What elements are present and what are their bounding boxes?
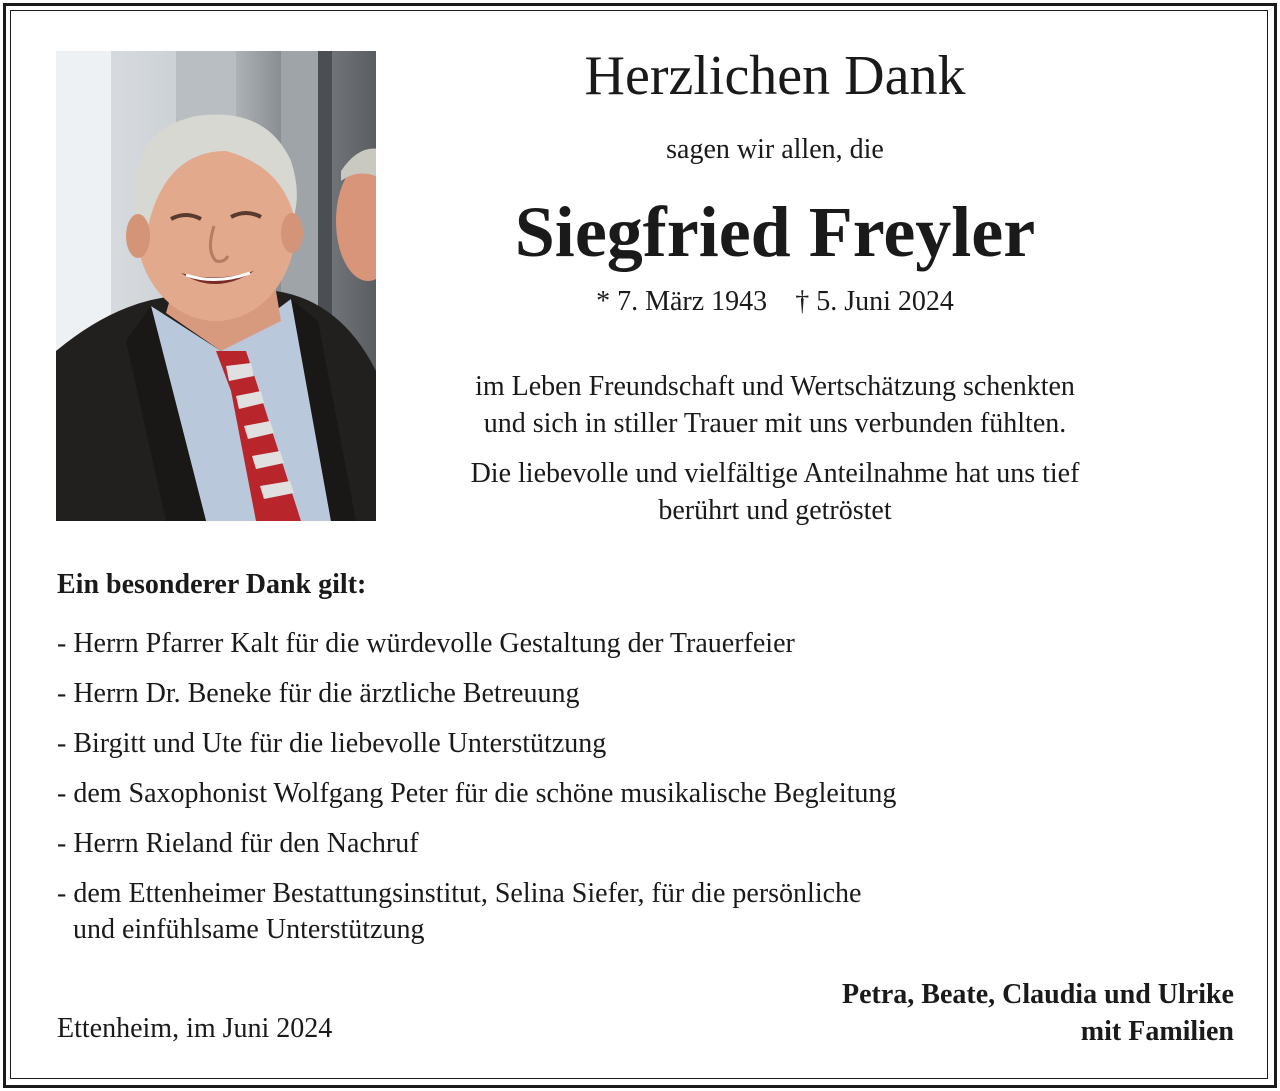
list-item-text: - dem Ettenheimer Bestattungsinstitut, Selina Siefer, für die persönliche [57, 878, 862, 909]
list-item-continuation: und einfühlsame Unterstützung [73, 914, 425, 945]
thanks-paragraph-1 [400, 368, 1150, 442]
portrait-photo [56, 51, 376, 521]
signature-line: Petra, Beate, Claudia und Ulrike [842, 979, 1234, 1010]
paragraph-line: im Leben Freundschaft und Wertschätzung schenkten [475, 371, 1075, 402]
thanks-paragraph-2 [400, 455, 1150, 529]
paragraph-line: berührt und getröstet [658, 495, 892, 526]
notice-subtitle: sagen wir allen, die [666, 134, 884, 165]
paragraph-line: und sich in stiller Trauer mit uns verbunden fühlten. [483, 408, 1067, 439]
life-dates [400, 285, 1150, 319]
paragraph-line: Die liebevolle und vielfältige Anteilnahme hat uns tief [470, 458, 1080, 489]
birth-date: * 7. März 1943 [596, 286, 768, 317]
signature-line: mit Familien [1080, 1016, 1234, 1047]
deceased-name: Siegfried Freyler [514, 192, 1036, 272]
place-date: Ettenheim, im Juni 2024 [57, 1013, 333, 1044]
list-item: - Herrn Dr. Beneke für die ärztliche Betreuung [57, 678, 580, 709]
list-item [57, 876, 896, 948]
list-item: - dem Saxophonist Wolfgang Peter für die schöne musikalische Begleitung [57, 778, 897, 809]
death-date: † 5. Juni 2024 [795, 286, 954, 317]
special-thanks-list [57, 626, 896, 962]
notice-title: Herzlichen Dank [584, 45, 966, 107]
signature [842, 976, 1234, 1050]
special-thanks-heading: Ein besonderer Dank gilt: [57, 569, 367, 600]
list-item: - Herrn Pfarrer Kalt für die würdevolle Gestaltung der Trauerfeier [57, 628, 795, 659]
list-item: - Birgitt und Ute für die liebevolle Unterstützung [57, 728, 607, 759]
list-item: - Herrn Rieland für den Nachruf [57, 828, 419, 859]
